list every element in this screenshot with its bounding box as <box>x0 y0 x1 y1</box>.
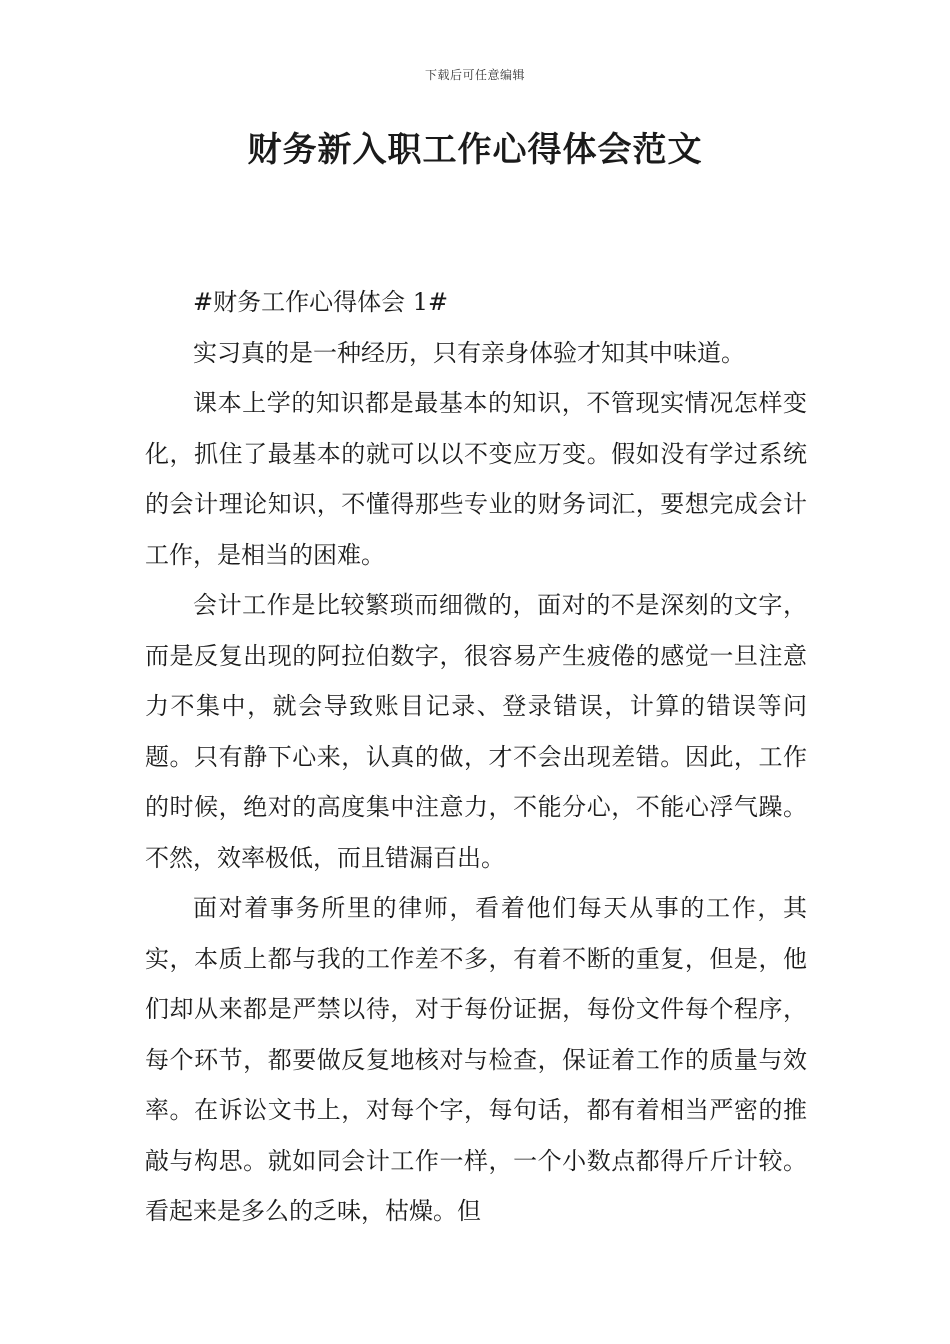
paragraph: 课本上学的知识都是最基本的知识，不管现实情况怎样变化，抓住了最基本的就可以以不变应万变。假如没有学过系统的会计理论知识，不懂得那些专业的财务词汇，要想完成会计工作，是相当的困难。 <box>145 389 807 569</box>
document-title: 财务新入职工作心得体会范文 <box>247 130 703 170</box>
section-heading: #财务工作心得体会 1# <box>193 288 449 316</box>
paragraph: 面对着事务所里的律师，看着他们每天从事的工作，其实，本质上都与我的工作差不多，有着不断的重复，但是，他们却从来都是严禁以待，对于每份证据，每份文件每个程序，每个环节，都要做反复地核对与检查，保证着工作的质量与效率。在诉讼文书上，对每个字，每句话，都有着相当严密的推敲与构思。就如同会计工作一样，一个小数点都得斤斤计较。看起来是多么的乏味，枯燥。但 <box>145 894 807 1225</box>
document-body <box>145 277 807 1237</box>
paragraph: 实习真的是一种经历，只有亲身体验才知其中味道。 <box>193 338 745 367</box>
page-header-note: 下载后可任意编辑 <box>424 68 525 82</box>
paragraph: 会计工作是比较繁琐而细微的，面对的不是深刻的文字，而是反复出现的阿拉伯数字，很容易产生疲倦的感觉一旦注意力不集中，就会导致账目记录、登录错误，计算的错误等问题。只有静下心来，认真的做，才不会出现差错。因此，工作的时候，绝对的高度集中注意力，不能分心，不能心浮气躁。不然，效率极低，而且错漏百出。 <box>145 591 807 872</box>
